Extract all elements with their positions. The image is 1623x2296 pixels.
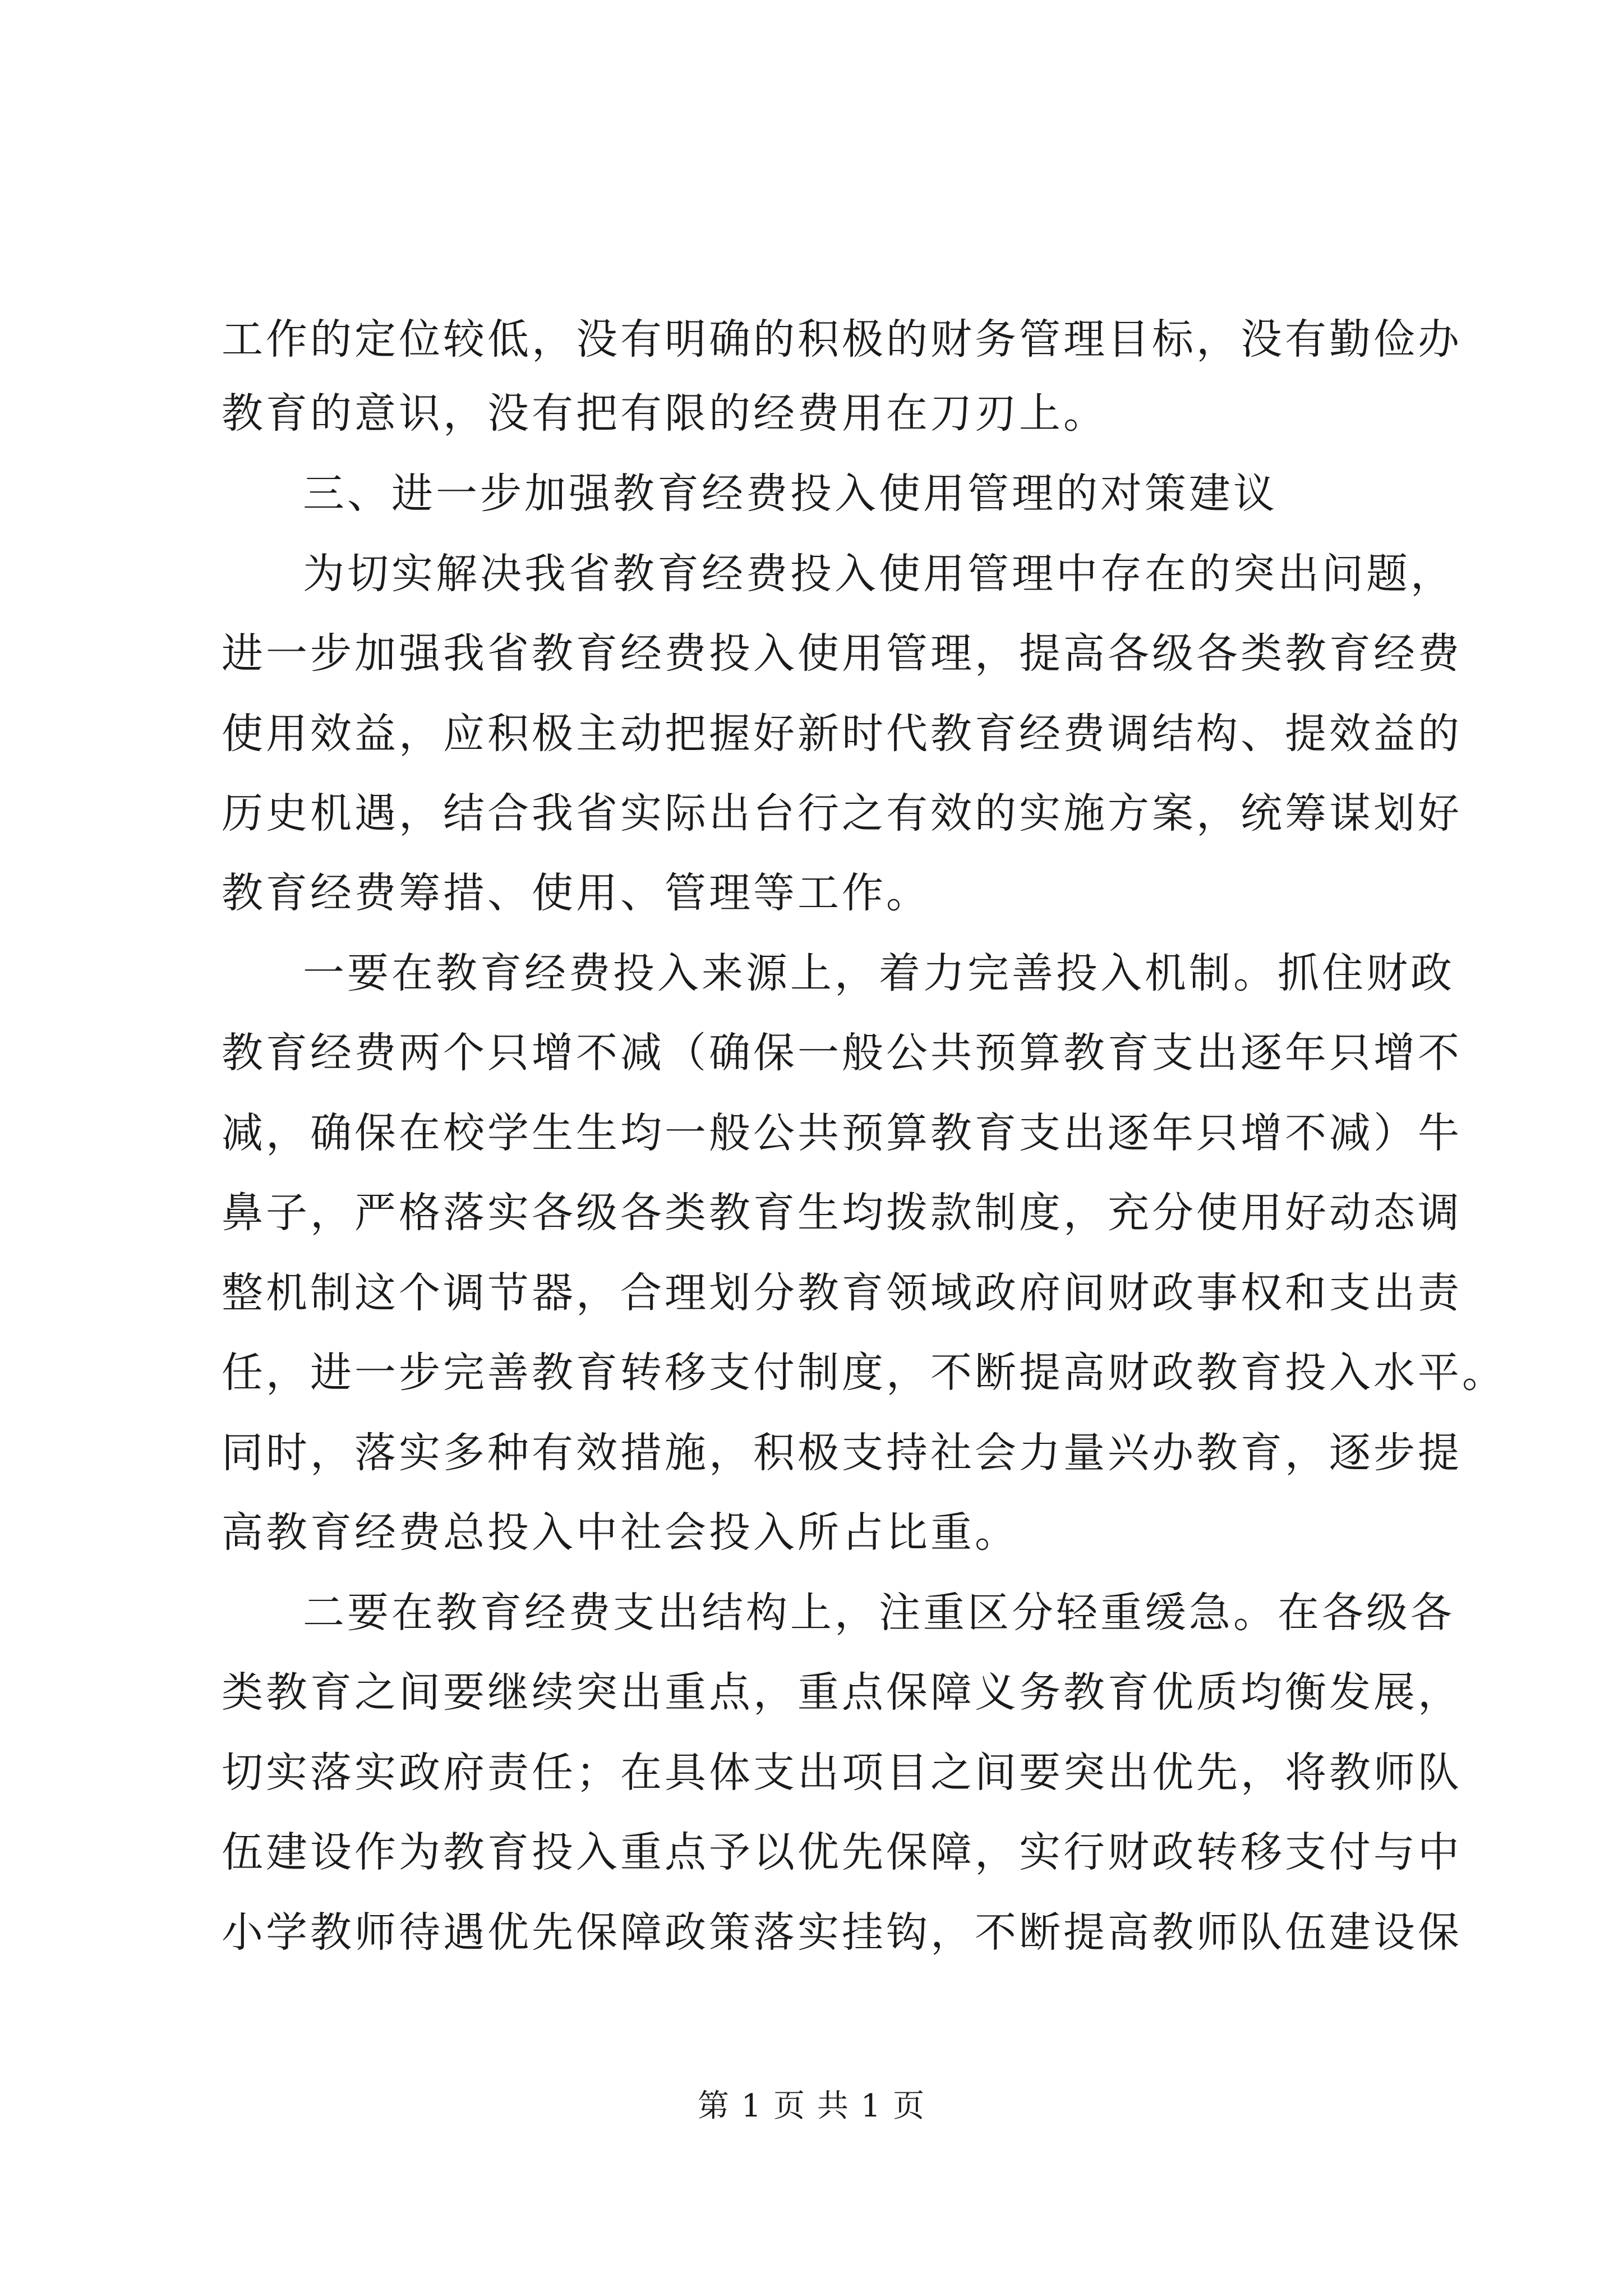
text-line: 同时，落实多种有效措施，积极支持社会力量兴办教育，逐步提 — [222, 1429, 1462, 1477]
text-line: 鼻子，严格落实各级各类教育生均拨款制度，充分使用好动态调 — [222, 1189, 1462, 1237]
text-line: 工作的定位较低，没有明确的积极的财务管理目标，没有勤俭办 — [222, 315, 1462, 364]
text-line: 切实落实政府责任；在具体支出项目之间要突出优先，将教师队 — [222, 1749, 1462, 1797]
text-line: 教育经费两个只增不减（确保一般公共预算教育支出逐年只增不 — [222, 1029, 1462, 1077]
text-line: 减，确保在校学生生均一般公共预算教育支出逐年只增不减）牛 — [222, 1109, 1462, 1157]
text-line: 教育的意识，没有把有限的经费用在刀刃上。 — [222, 389, 1108, 438]
paragraph-start: 一要在教育经费投入来源上，着力完善投入机制。抓住财政 — [303, 949, 1455, 997]
page-footer: 第 1 页 共 1 页 — [697, 2088, 926, 2124]
text-line: 历史机遇，结合我省实际出台行之有效的实施方案，统筹谋划好 — [222, 789, 1462, 838]
text-line: 小学教师待遇优先保障政策落实挂钩，不断提高教师队伍建设保 — [222, 1908, 1462, 1957]
text-line: 使用效益，应积极主动把握好新时代教育经费调结构、提效益的 — [222, 710, 1462, 758]
text-line: 类教育之间要继续突出重点，重点保障义务教育优质均衡发展， — [222, 1668, 1462, 1717]
text-line: 任，进一步完善教育转移支付制度，不断提高财政教育投入水平。 — [222, 1349, 1506, 1397]
text-line: 教育经费筹措、使用、管理等工作。 — [222, 869, 930, 917]
text-line: 整机制这个调节器，合理划分教育领域政府间财政事权和支出责 — [222, 1269, 1462, 1317]
paragraph-start: 为切实解决我省教育经费投入使用管理中存在的突出问题， — [303, 550, 1455, 598]
paragraph-start: 二要在教育经费支出结构上，注重区分轻重缓急。在各级各 — [303, 1589, 1455, 1637]
text-line: 伍建设作为教育投入重点予以优先保障，实行财政转移支付与中 — [222, 1828, 1462, 1876]
section-heading: 三、进一步加强教育经费投入使用管理的对策建议 — [303, 470, 1278, 518]
text-line: 进一步加强我省教育经费投入使用管理，提高各级各类教育经费 — [222, 629, 1462, 678]
text-line: 高教育经费总投入中社会投入所占比重。 — [222, 1508, 1019, 1557]
